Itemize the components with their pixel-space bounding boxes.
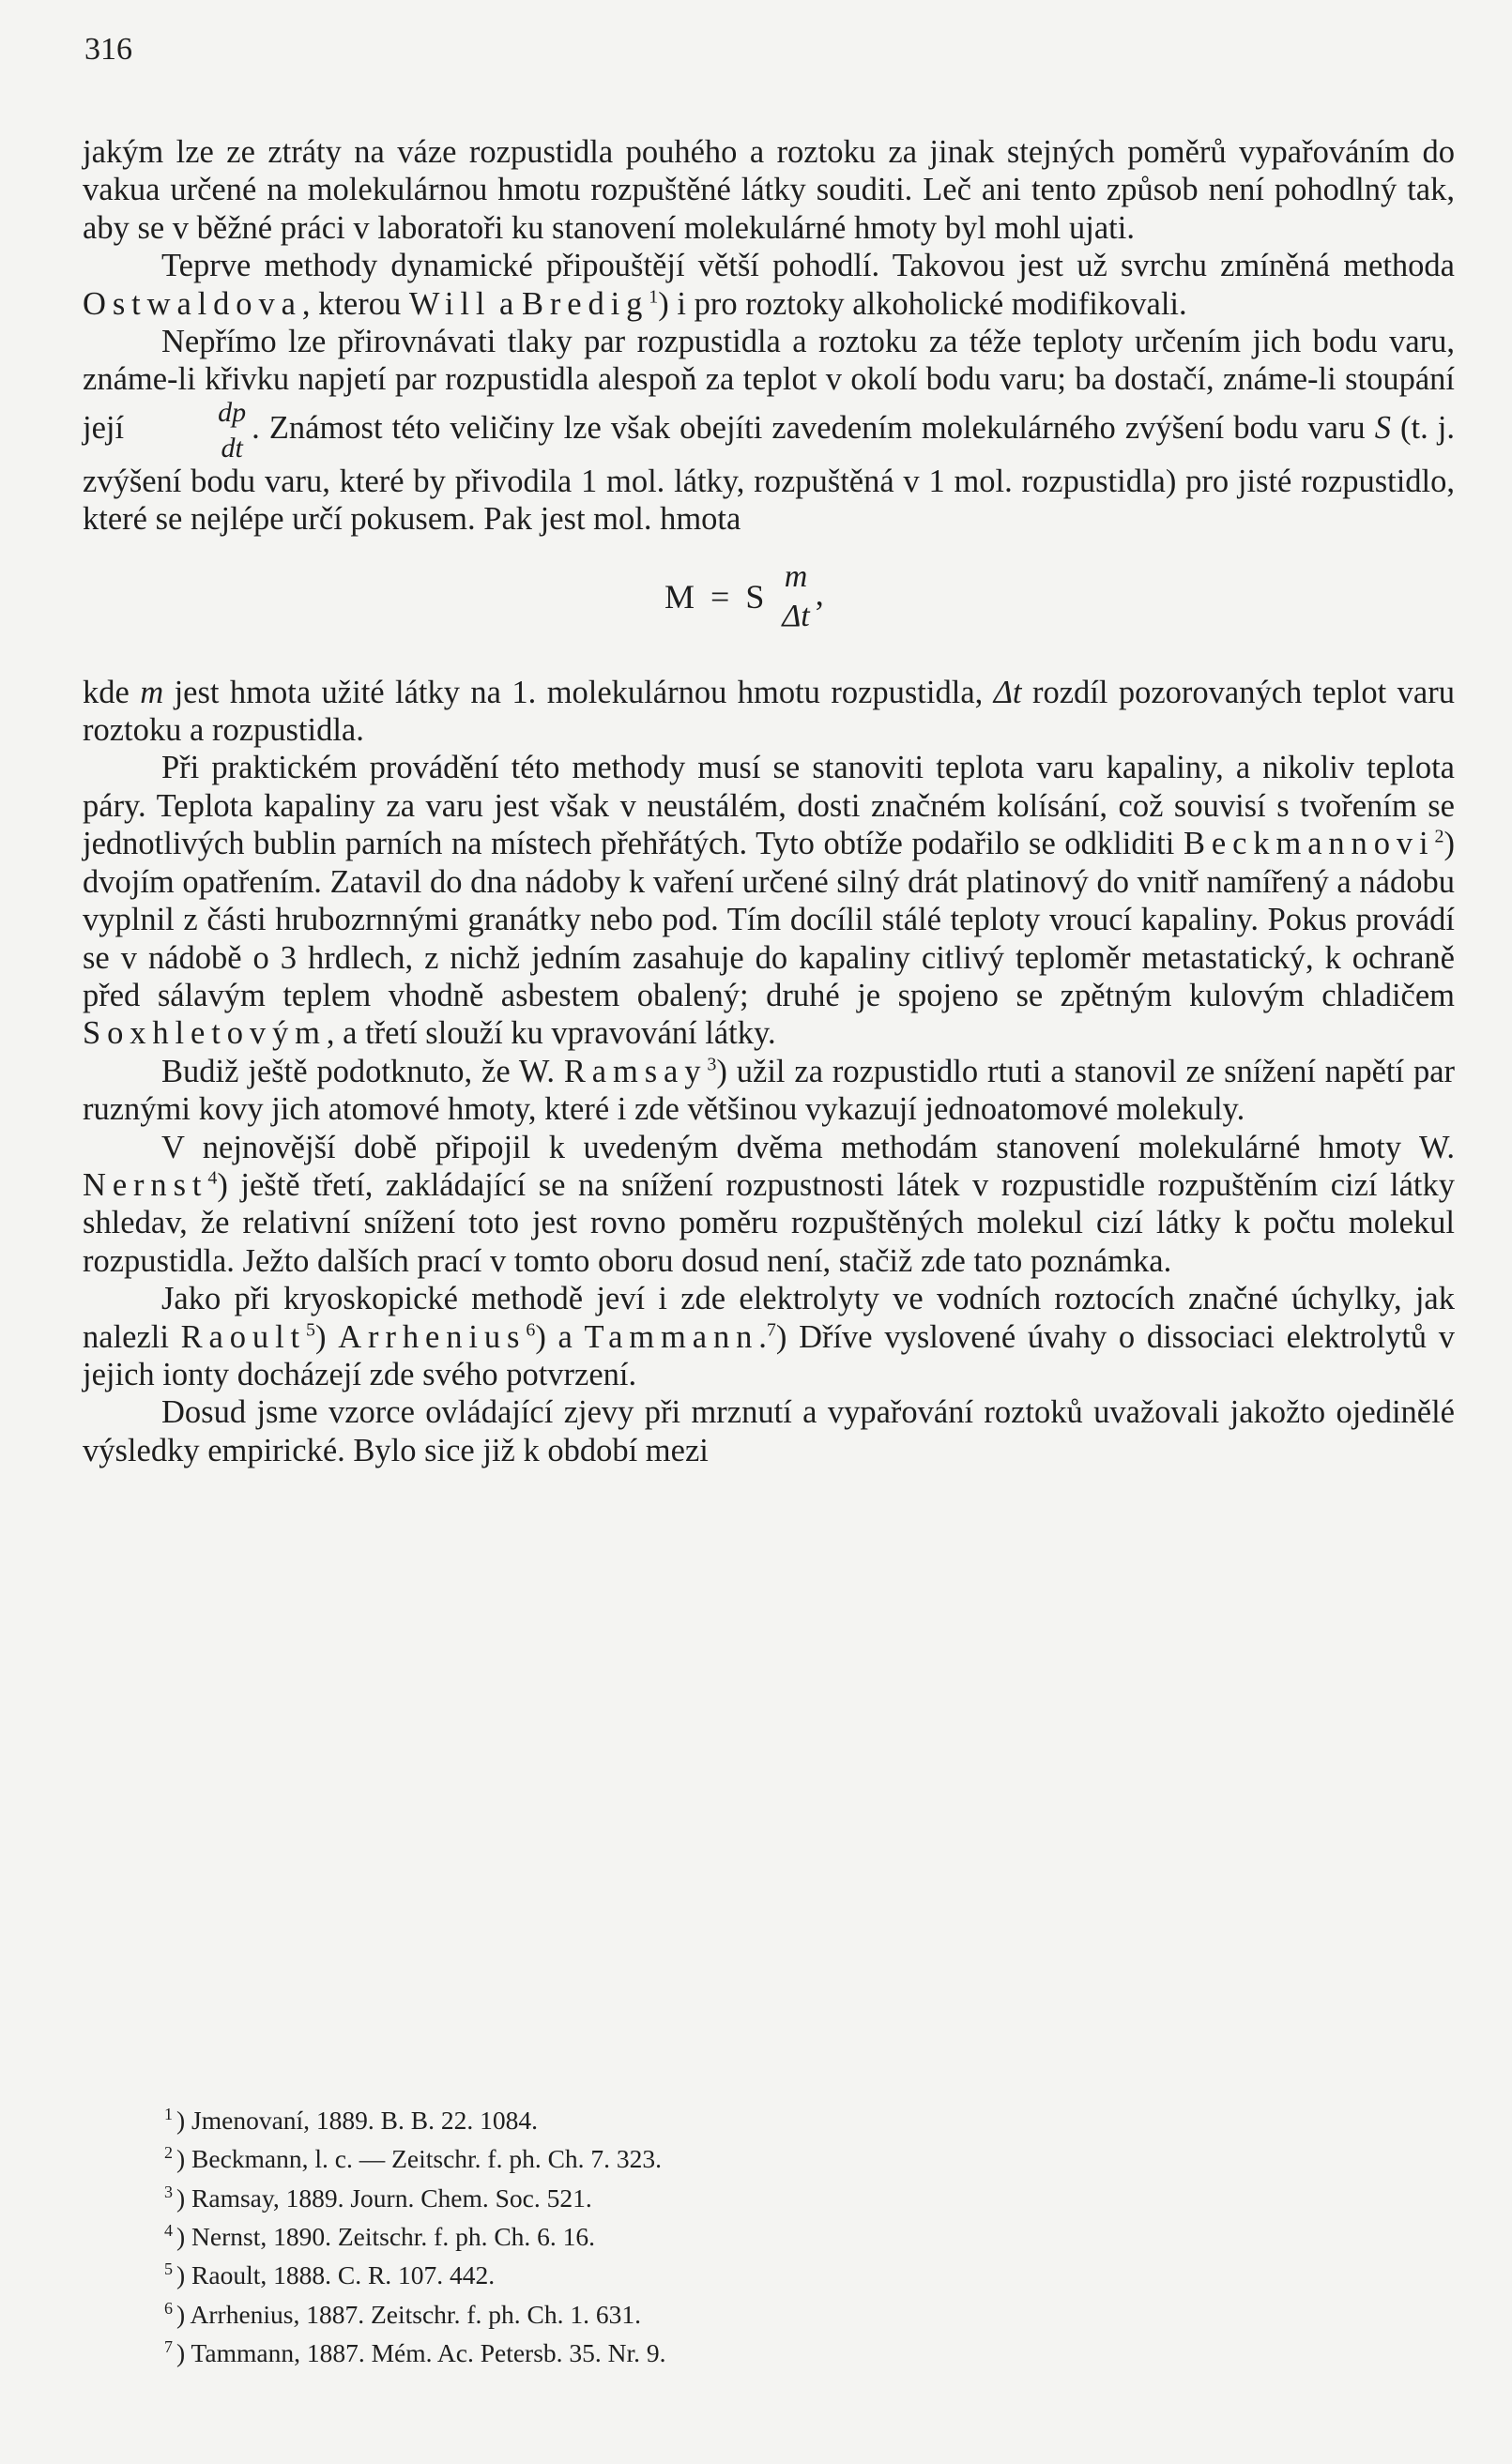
text-run: (t. j. zvýšení bodu varu, které by přivodila 1 mol. látky, rozpuštěná v 1 mol. rozpustidla) pro jisté rozpustidlo, které se nejlépe určí pokusem. Pak jest mol. hmota — [83, 409, 1455, 538]
fraction-denominator: dt — [221, 432, 243, 464]
text-run: , kterou — [301, 285, 409, 322]
text-run: V nejnovější době připojil k uvedeným dvěma methodám stanovení molekulárné hmoty W. — [161, 1129, 1455, 1165]
symbol-m: m — [140, 674, 164, 710]
author-bredig: Bredig — [521, 285, 649, 322]
text-run: , a třetí slouží ku vpravování látky. — [326, 1015, 776, 1052]
symbol-delta-t: Δt — [993, 674, 1022, 710]
author-tammann: Tammann — [584, 1318, 759, 1355]
footnote-text: ) Beckmann, l. c. — Zeitschr. f. ph. Ch. 7. 323. — [176, 2144, 663, 2174]
text-run: Teprve methody dynamické připouštějí větší pohodlí. Takovou jest už svrchu zmíněná methoda — [161, 248, 1455, 284]
footnote-mark: 7 — [164, 2337, 173, 2357]
footnote-ref-3[interactable]: 3 — [707, 1054, 717, 1075]
paragraph-4 — [83, 674, 1455, 750]
body-text — [83, 133, 1455, 1469]
author-will: Will — [408, 285, 492, 322]
footnote-text: ) Raoult, 1888. C. R. 107. 442. — [176, 2260, 496, 2290]
text-run: rozdíl pozorovaných teplot varu roztoku a rozpustidla. — [83, 674, 1455, 749]
footnote-ref-6[interactable]: 6 — [526, 1319, 536, 1341]
footnote-mark: 4 — [164, 2221, 173, 2241]
paragraph-7 — [83, 1129, 1455, 1281]
footnote-text: ) Tammann, 1887. Mém. Ac. Petersb. 35. Nr. 9. — [176, 2338, 666, 2368]
author-nernst: Nernst — [83, 1166, 208, 1203]
text-run: Budiž ještě podotknuto, že W. — [161, 1053, 564, 1089]
author-soxhlet: Soxhletovým — [83, 1015, 327, 1052]
footnote-2 — [141, 2137, 985, 2175]
paragraph-1: jakým lze ze ztráty na váze rozpustidla pouhého a roztoku za jinak stejných poměrů vypařováním do vakua určené na molekulárnou hmotu rozpuštěné látky souditi. Leč ani tento způsob není pohodlný tak, aby se v běžné práci v laboratoři ku stanovení molekulárné hmoty byl mohl ujati. — [83, 134, 1455, 246]
formula-lhs: M = S — [664, 577, 769, 616]
fraction-dp-dt — [139, 396, 247, 464]
paragraph-5 — [83, 749, 1455, 1052]
text-run: a — [491, 285, 522, 322]
fraction-numerator: dp — [218, 396, 247, 428]
author-ramsay: Ramsay — [563, 1053, 708, 1089]
footnote-text: ) Arrhenius, 1887. Zeitschr. f. ph. Ch. 1. 631. — [176, 2299, 641, 2329]
footnote-text: ) Nernst, 1890. Zeitschr. f. ph. Ch. 6. 16. — [176, 2222, 596, 2252]
symbol-s: S — [1374, 409, 1391, 446]
footnote-ref-4[interactable]: 4 — [207, 1167, 218, 1189]
footnote-1 — [141, 2098, 985, 2137]
author-ostwald: Ostwaldova — [83, 285, 302, 322]
text-run: ) i pro roztoky alkoholické modifikovali. — [658, 285, 1187, 322]
footnote-6 — [141, 2292, 985, 2331]
formula-comma: , — [815, 573, 824, 612]
footnote-mark: 2 — [164, 2143, 173, 2163]
footnote-text: ) Jmenovaní, 1889. B. B. 22. 1084. — [176, 2106, 538, 2136]
footnotes — [141, 2098, 985, 2370]
text-run: ) a — [535, 1318, 585, 1355]
formula-fraction — [782, 558, 810, 633]
footnote-ref-5[interactable]: 5 — [306, 1319, 316, 1341]
formula-block — [83, 558, 1455, 646]
author-beckmann: Beckmannovi — [1183, 826, 1435, 862]
paragraph-9: Dosud jsme vzorce ovládající zjevy při mrznutí a vypařování roztoků uvažovali jakožto ojedinělé výsledky empirické. Bylo sice již k období mezi — [83, 1394, 1455, 1468]
footnote-mark: 1 — [164, 2105, 173, 2123]
footnote-text: ) Ramsay, 1889. Journ. Chem. Soc. 521. — [176, 2183, 592, 2213]
text-run: . Známost této veličiny lze však obejíti zavedením molekulárného zvýšení bodu varu — [252, 409, 1375, 446]
text-run: Nepřímo lze přirovnávati tlaky par rozpustidla a roztoku za téže teploty určením jich bodu varu, známe-li křivku napjetí par rozpustidla alespoň za teplot v okolí bodu varu; ba dostačí, známe-li stoupání její — [83, 324, 1455, 446]
footnote-mark: 6 — [164, 2298, 173, 2318]
footnote-3 — [141, 2176, 985, 2214]
formula — [664, 558, 824, 633]
text-run: . — [758, 1318, 767, 1355]
footnote-ref-1[interactable]: 1 — [649, 286, 659, 308]
footnote-mark: 3 — [164, 2182, 173, 2201]
footnote-ref-2[interactable]: 2 — [1434, 826, 1444, 847]
paragraph-6 — [83, 1053, 1455, 1129]
text-run: jest hmota užité látky na 1. molekulárnou hmotu rozpustidla, — [163, 674, 994, 710]
footnote-4 — [141, 2214, 985, 2253]
text-run: ) — [315, 1318, 339, 1355]
paragraph-3 — [83, 323, 1455, 539]
author-arrhenius: Arrhenius — [338, 1318, 527, 1355]
paragraph-8 — [83, 1280, 1455, 1393]
footnote-ref-7[interactable]: 7 — [766, 1319, 776, 1341]
formula-denominator: Δt — [782, 598, 810, 633]
text-run: Při praktickém provádění této methody musí se stanoviti teplota varu kapaliny, a nikoliv teplota páry. Teplota kapaliny za varu jest však v neustálém, dosti značném kolísání, což souvisí s tvořením se jednotlivých bublin parních na místech přehřátých. Tyto obtíže podařilo se odkliditi — [83, 750, 1455, 862]
author-raoult: Raoult — [180, 1318, 307, 1355]
text-run: ) užil za rozpustidlo rtuti a stanovil ze snížení napětí par ruznými kovy jich atomové hmoty, které i zde většinou vykazují jednoatomové molekuly. — [83, 1053, 1456, 1128]
formula-numerator: m — [784, 558, 808, 594]
text-run: Jako při kryoskopické methodě jeví i zde elektrolyty ve vodních roztocích značné úchylky, jak nalezli — [83, 1281, 1455, 1355]
text-run: ) Dříve vyslovené úvahy o dissociaci elektrolytů v jejich ionty docházejí zde svého potvrzení. — [83, 1318, 1455, 1392]
text-run: kde — [83, 674, 141, 710]
footnote-7 — [141, 2331, 985, 2369]
page-number: 316 — [84, 32, 132, 67]
footnote-5 — [141, 2253, 985, 2291]
paragraph-2 — [83, 247, 1455, 323]
text-run: ) ještě třetí, zakládající se na snížení rozpustnosti látek v rozpustidle rozpuštěním cizí látky shledav, že relativní snížení toto jest rovno poměru rozpuštěných molekul cizí látky k počtu molekul rozpustidla. Ježto dalších prací v tomto oboru dosud není, stačiž zde tato poznámka. — [83, 1166, 1455, 1279]
text-run: ) dvojím opatřením. Zatavil do dna nádoby k vaření určené silný drát platinový do vnitř namířený a nádobu vyplnil z části hrubozrnnými granátky nebo pod. Tím docílil stálé teploty vroucí kapaliny. Pokus provádí se v nádobě o 3 hrdlech, z nichž jedním zasahuje do kapaliny citlivý teploměr metastatický, k ochraně před sálavým teplem vhodně asbestem obalený; druhé je spojeno se zpětným kulovým chladičem — [83, 826, 1455, 1013]
footnote-mark: 5 — [164, 2259, 173, 2279]
